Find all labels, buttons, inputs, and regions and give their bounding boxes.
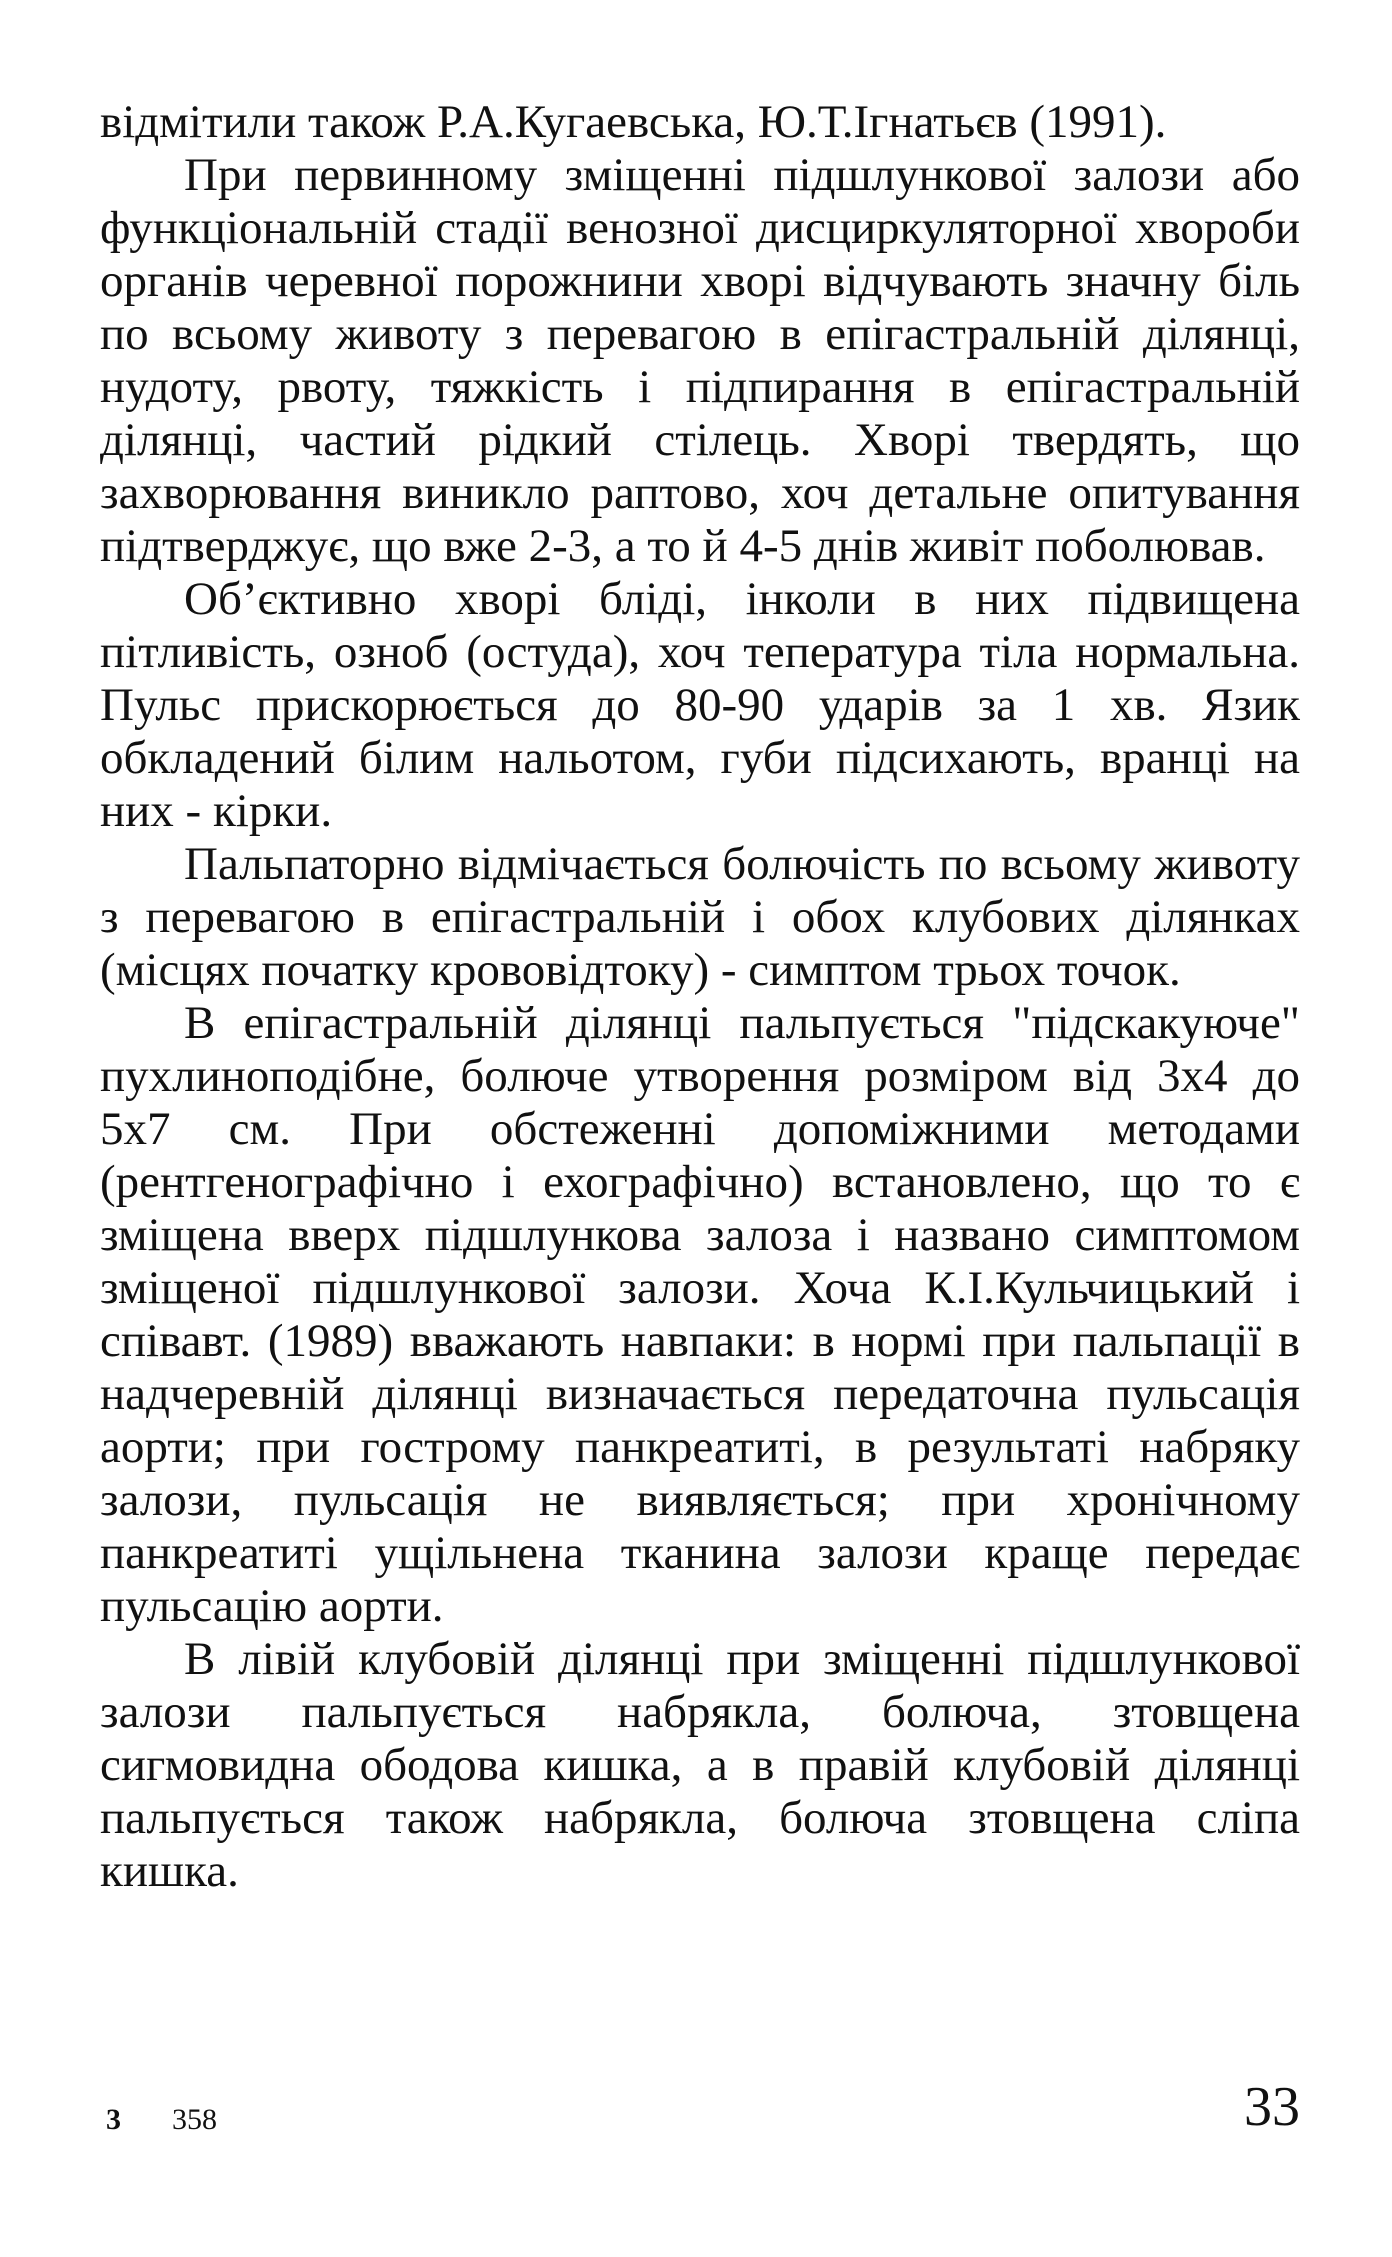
paragraph-epigastric-mass: В епігастральній ділянці пальпується "підскакуюче" пухлиноподібне, болюче утворення розміром від 3х4 до 5х7 см. При обстеженні допоміжними методами (рентгенографічно і ехографічно) встановлено, що то є зміщена вверх підшлункова залоза і названо симптомом зміщеної підшлункової залози. Хоча К.І.Кульчицький і співавт. (1989) вважають навпаки: в нормі при пальпації в надчеревній ділянці визначається передаточна пульсація аорти; при гострому панкреатиті, в результаті набряку залози, пульсація не виявляється; при хронічному панкреатиті ущільнена тканина залози краще передає пульсацію аорти.	[100, 997, 1300, 1632]
signature-mark: 3	[106, 2103, 121, 2136]
paragraph-continuation: відмітили також Р.А.Кугаевська, Ю.Т.Ігнатьєв (1991).	[100, 96, 1167, 148]
paragraph-symptoms: При первинному зміщенні підшлункової залози або функціональній стадії венозної дисциркуляторної хвороби органів черевної порожнини хворі відчувають значну біль по всьому животу з перевагою в епігастральній ділянці, нудоту, рвоту, тяжкість і підпирання в епігастральній ділянці, частий рідкий стілець. Хворі твердять, що захворювання виникло раптово, хоч детальне опитування підтверджує, що вже 2-3, а то й 4-5 днів живіт поболював.	[100, 149, 1300, 572]
paragraph-objective-findings: Об’єктивно хворі бліді, інколи в них підвищена пітливість, озноб (остуда), хоч тепература тіла нормальна. Пульс прискорюється до 80-90 ударів за 1 хв. Язик обкладений білим нальотом, губи підсихають, вранці на них - кірки.	[100, 573, 1300, 837]
paragraph-iliac-region: В лівій клубовій ділянці при зміщенні підшлункової залози пальпується набрякла, болюча, зтовщена сигмовидна ободова кишка, а в правій клубовій ділянці пальпується також набрякла, болюча зтовщена сліпа кишка.	[100, 1633, 1300, 1897]
paragraph-palpation: Пальпаторно відмічається болючість по всьому животу з перевагою в епігастральній і обох клубових ділянках (місцях початку крововідтоку) - симптом трьох точок.	[100, 838, 1300, 996]
signature-number: 358	[172, 2103, 217, 2136]
main-text	[100, 96, 1300, 1898]
page-footer	[100, 2075, 1300, 2145]
page-number: 33	[1244, 2076, 1300, 2138]
